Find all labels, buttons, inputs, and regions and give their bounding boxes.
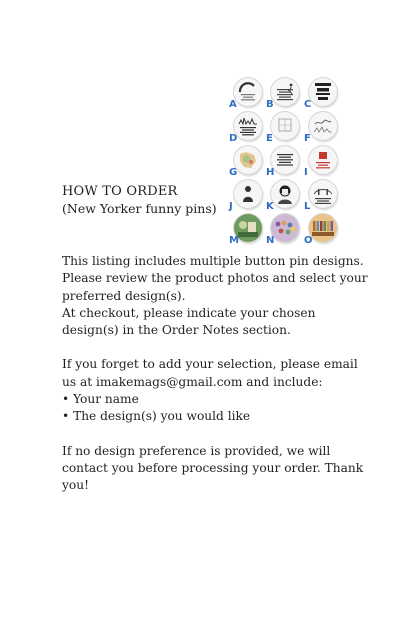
library-color-pin-art [309,214,337,242]
skyline-text-pin-art [234,112,262,140]
bullet-your-name: • Your name [62,392,139,407]
pin-letter-label: E [266,133,273,144]
heading-block [62,183,242,217]
pin-design-k [266,178,302,212]
pin-button-image [234,146,262,174]
empire-state-of-mind-pin-art [309,78,337,106]
paragraph-spacer [62,426,372,443]
pin-letter-label: C [304,99,312,110]
pin-letter-label: H [266,167,275,178]
pin-letter-label: L [304,201,311,212]
bridge-text-pin-art [309,180,337,208]
pin-design-e [266,110,302,144]
pin-button-image [309,146,337,174]
pin-letter-label: I [304,167,308,178]
pin-button-image [271,112,299,140]
pin-button-image [271,146,299,174]
pin-letter-label: K [266,201,274,212]
pin-design-g [229,144,265,178]
portrait-pin-art [271,180,299,208]
pin-letter-label: G [229,167,238,178]
pin-button-image [309,180,337,208]
paragraph-spacer [62,339,372,356]
pin-letter-label: N [266,235,275,246]
bullet-designs: • The design(s) you would like [62,409,251,424]
page-title: HOW TO ORDER [62,184,178,199]
pin-design-a [229,76,265,110]
i-saw-the-city-pin-art [271,146,299,174]
page-subtitle: (New Yorker funny pins) [62,201,217,216]
pin-letter-label: O [304,235,313,246]
map-color-pin-art [234,146,262,174]
pin-letter-label: D [229,133,238,144]
red-sign-pin-art [309,146,337,174]
instructions-paragraph-2: At checkout, please indicate your chosen design(s) in the Order Notes section. [62,305,316,338]
pin-letter-label: J [229,201,233,212]
crowd-color-pin-art [271,214,299,242]
pin-design-d [229,110,265,144]
pin-design-grid [227,76,343,248]
sketch-pin-art [271,112,299,140]
text-walker-pin-art [271,78,299,106]
pin-design-b [266,76,302,110]
pin-design-n [266,212,302,246]
pin-design-l [304,178,340,212]
order-instructions [62,253,372,495]
pin-letter-label: M [229,235,239,246]
pin-button-image [309,78,337,106]
pin-design-i [304,144,340,178]
pin-design-h [266,144,302,178]
instructions-paragraph-1: This listing includes multiple button pin designs. Please review the product photos and select your preferred design(s). [62,254,368,303]
pin-button-image [271,214,299,242]
instructions-paragraph-3: If you forget to add your selection, please email us at imakemags@gmail.com and include: [62,357,358,389]
pin-design-m [229,212,265,246]
pin-letter-label: A [229,99,237,110]
pin-letter-label: B [266,99,274,110]
pin-button-image [271,78,299,106]
pin-button-image [271,180,299,208]
instructions-paragraph-4: If no design preference is provided, we will contact you before processing your order. Thank you! [62,443,364,493]
script-skyline-pin-art [309,112,337,140]
pin-button-image [309,214,337,242]
pin-design-c [304,76,340,110]
pin-design-o [304,212,340,246]
pin-letter-label: F [304,133,311,144]
pin-button-image [234,112,262,140]
pin-button-image [309,112,337,140]
moon-pin-art [234,78,262,106]
pin-button-image [234,78,262,106]
pin-design-f [304,110,340,144]
